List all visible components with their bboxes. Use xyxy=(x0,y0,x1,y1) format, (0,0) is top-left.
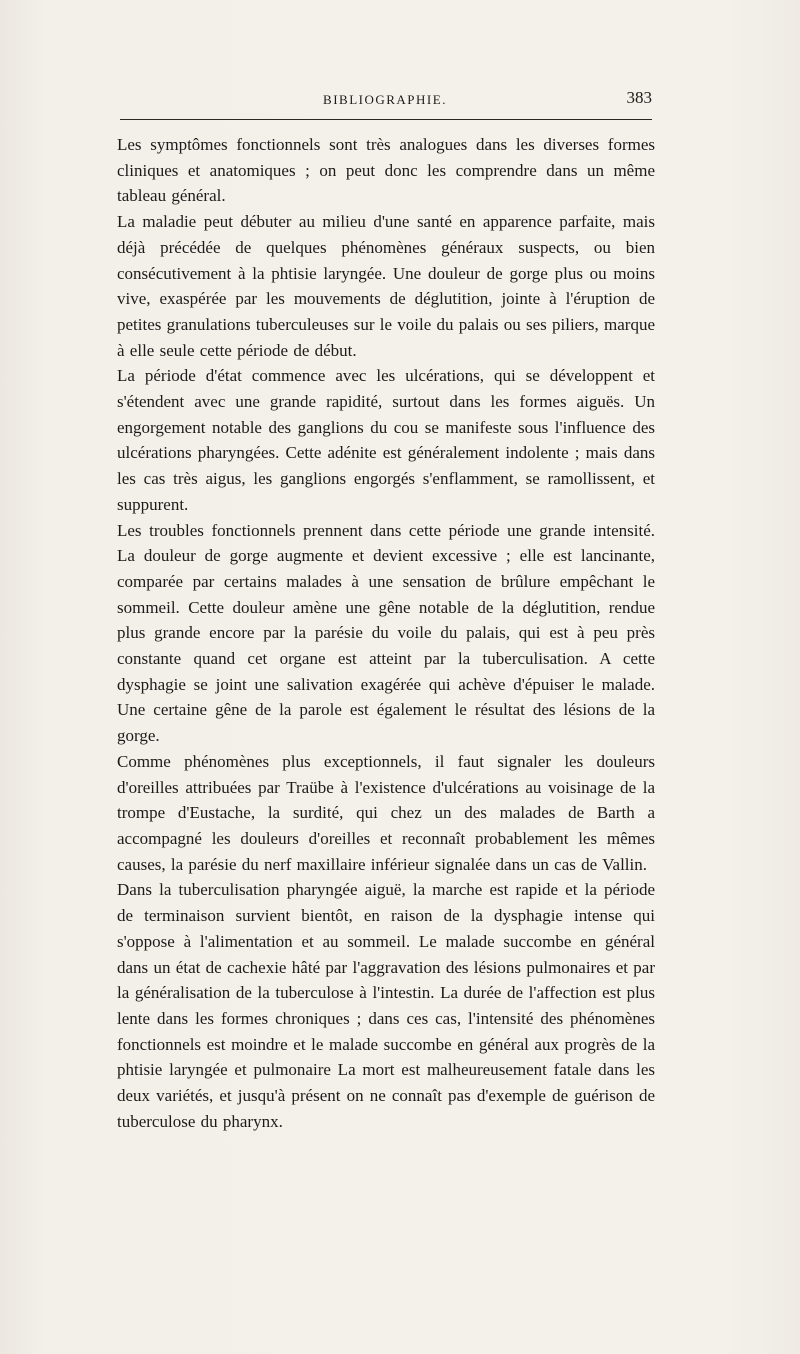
running-title: BIBLIOGRAPHIE. xyxy=(323,92,447,107)
paragraph-onset: La maladie peut débuter au milieu d'une santé en apparence parfaite, mais déjà précédée de quelques phénomènes généraux suspects, ou bien consécutivement à la phtisie laryngée. Une douleur de gorge plus ou moins vive, exaspérée par les mouvements de déglutition, jointe à l'éruption de petites granulations tuberculeuses sur le voile du palais ou ses piliers, marque à elle seule cette période de début. xyxy=(117,212,655,360)
paragraph-exceptional-phenomena: Comme phénomènes plus exceptionnels, il faut signaler les douleurs d'oreilles attribuées par Traübe à l'existence d'ulcérations au voisinage de la trompe d'Eustache, la surdité, qui chez un des malades de Barth a accompagné les douleurs d'oreilles et reconnaît probablement les mêmes causes, la parésie du nerf maxillaire inférieur signalée dans un cas de Vallin. xyxy=(117,751,655,874)
paragraph-symptoms: Les symptômes fonctionnels sont très analogues dans les diverses formes cliniques et anatomiques ; on peut donc les comprendre dans un même tableau général. xyxy=(117,135,655,206)
page-body xyxy=(117,132,655,1134)
header-rule xyxy=(120,119,652,120)
paragraph-functional-troubles: Les troubles fonctionnels prennent dans cette période une grande intensité. La douleur de gorge augmente et devient excessive ; elle est lancinante, comparée par certains malades à une sensation de brûlure empêchant le sommeil. Cette douleur amène une gêne notable de la déglutition, rendue plus grande encore par la parésie du voile du palais, qui est à peu près constante quand cet organe est atteint par la tuberculisation. A cette dysphagie se joint une salivation exagérée qui achève d'épuiser le malade. Une certaine gêne de la parole est également le résultat des lésions de la gorge. xyxy=(117,520,655,746)
paragraph-state-period: La période d'état commence avec les ulcérations, qui se développent et s'étendent avec une grande rapidité, surtout dans les formes aiguës. Un engorgement notable des ganglions du cou se manifeste sous l'influence des ulcérations pharyngées. Cette adénite est généralement indolente ; mais dans les cas très aigus, les ganglions engorgés s'enflamment, se ramollissent, et suppurent. xyxy=(117,366,655,514)
page-number: 383 xyxy=(626,88,652,107)
page-header xyxy=(118,88,652,112)
paragraph-course-and-outcome: Dans la tuberculisation pharyngée aiguë, la marche est rapide et la période de terminaison survient bientôt, en raison de la dysphagie intense qui s'oppose à l'alimentation et au sommeil. Le malade succombe en général dans un état de cachexie hâté par l'aggravation des lésions pulmonaires et par la généralisation de la tuberculose à l'intestin. La durée de l'affection est plus lente dans les formes chroniques ; dans ces cas, l'intensité des phénomènes fonctionnels est moindre et le malade succombe en général aux progrès de la phtisie laryngée et pulmonaire La mort est malheureusement fatale dans les deux variétés, et jusqu'à présent on ne connaît pas d'exemple de guérison de tuberculose du pharynx. xyxy=(117,880,655,1131)
